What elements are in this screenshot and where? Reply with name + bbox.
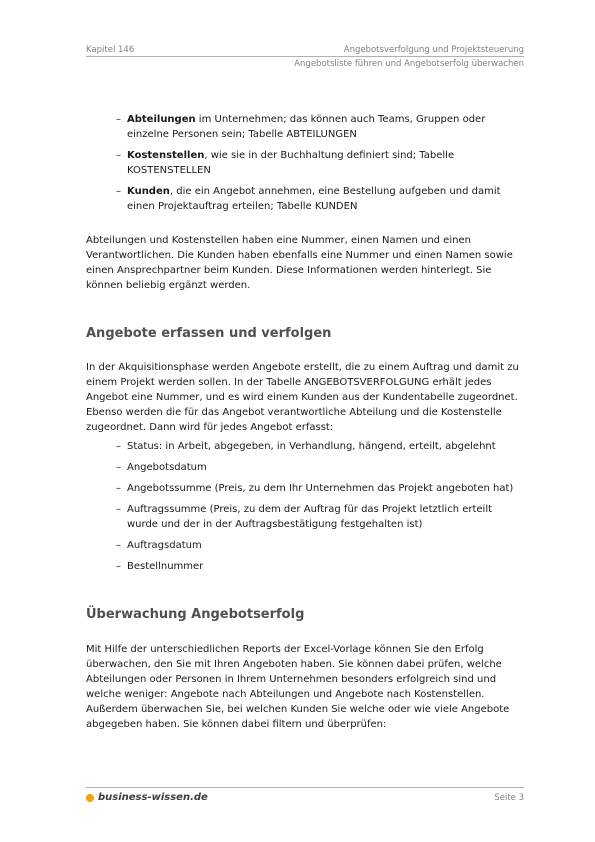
list-item-text: Auftragsdatum	[127, 540, 202, 551]
attribute-list	[86, 439, 524, 574]
list-item-term: Abteilungen	[127, 114, 196, 125]
list-item	[86, 112, 524, 142]
header-chapter: Kapitel 146	[86, 45, 135, 55]
list-item-text: Angebotsdatum	[127, 462, 207, 473]
list-item-text: , die ein Angebot annehmen, eine Bestellung aufgeben und damit einen Projektauftrag erteilen; Tabelle KUNDEN	[127, 186, 501, 212]
dash-bullet: –	[116, 441, 121, 452]
list-item-text: im Unternehmen; das können auch Teams, Gruppen oder einzelne Personen sein; Tabelle ABTEILUNGEN	[127, 114, 486, 140]
dash-bullet: –	[116, 540, 121, 551]
dash-bullet: –	[116, 504, 121, 515]
list-item	[86, 460, 524, 475]
paragraph: In der Akquisitionsphase werden Angebote erstellt, die zu einem Auftrag und damit zu einem Projekt werden sollen. In der Tabelle ANGEBOTSVERFOLGUNG erhält jedes Angebot eine Nummer, und es wird einem Kunden aus der Kundentabelle zugeordnet. Ebenso werden die für das Angebot verantwortliche Abteilung und die Kostenstelle zugeordnet. Dann wird für jedes Angebot erfasst:	[86, 362, 519, 433]
list-item	[86, 148, 524, 178]
list-item-text: Status: in Arbeit, abgegeben, in Verhandlung, hängend, erteilt, abgelehnt	[127, 441, 496, 452]
list-item	[86, 502, 524, 532]
header-divider	[86, 56, 524, 57]
page-content	[86, 112, 524, 732]
header-subtitle: Angebotsliste führen und Angebotserfolg überwachen	[294, 59, 524, 69]
dash-bullet: –	[116, 483, 121, 494]
footer-logo	[86, 792, 208, 803]
dash-bullet: –	[116, 186, 121, 197]
section-heading: Überwachung Angebotserfolg	[86, 607, 305, 622]
table-list	[86, 112, 524, 214]
dash-bullet: –	[116, 114, 121, 125]
list-item-term: Kostenstellen	[127, 150, 205, 161]
list-item	[86, 481, 524, 496]
header-title: Angebotsverfolgung und Projektsteuerung	[343, 45, 524, 55]
list-item-term: Kunden	[127, 186, 170, 197]
list-item-text: Angebotssumme (Preis, zu dem Ihr Unternehmen das Projekt angeboten hat)	[127, 483, 514, 494]
list-item-text: , wie sie in der Buchhaltung definiert sind; Tabelle KOSTENSTELLEN	[127, 150, 455, 176]
list-item	[86, 184, 524, 214]
page-number: Seite 3	[494, 793, 524, 803]
paragraph: Mit Hilfe der unterschiedlichen Reports der Excel-Vorlage können Sie den Erfolg überwachen, den Sie mit Ihren Angeboten haben. Sie können dabei prüfen, welche Abteilungen oder Personen in Ihrem Unternehmen besonders erfolgreich sind und welche weniger: Angebote nach Abteilungen und Angebote nach Kostenstellen. Außerdem überwachen Sie, bei welchen Kunden Sie welche oder wie viele Angebote abgegeben haben. Sie können dabei filtern und überprüfen:	[86, 644, 510, 730]
paragraph: Abteilungen und Kostenstellen haben eine Nummer, einen Namen und einen Verantwortlichen. Die Kunden haben ebenfalls eine Nummer und einen Namen sowie einen Ansprechpartner beim Kunden. Diese Informationen werden hinterlegt. Sie können beliebig ergänzt werden.	[86, 235, 513, 291]
list-item	[86, 538, 524, 553]
dash-bullet: –	[116, 462, 121, 473]
section-heading: Angebote erfassen und verfolgen	[86, 326, 332, 341]
logo-text: business-wissen.de	[98, 792, 208, 803]
list-item-text: Auftragssumme (Preis, zu dem der Auftrag für das Projekt letztlich erteilt wurde und der in der Auftragsbestätigung festgehalten ist)	[127, 504, 493, 530]
footer-divider	[86, 787, 524, 788]
logo-dot-icon	[86, 794, 94, 802]
dash-bullet: –	[116, 561, 121, 572]
dash-bullet: –	[116, 150, 121, 161]
list-item	[86, 559, 524, 574]
list-item	[86, 439, 524, 454]
list-item-text: Bestellnummer	[127, 561, 204, 572]
